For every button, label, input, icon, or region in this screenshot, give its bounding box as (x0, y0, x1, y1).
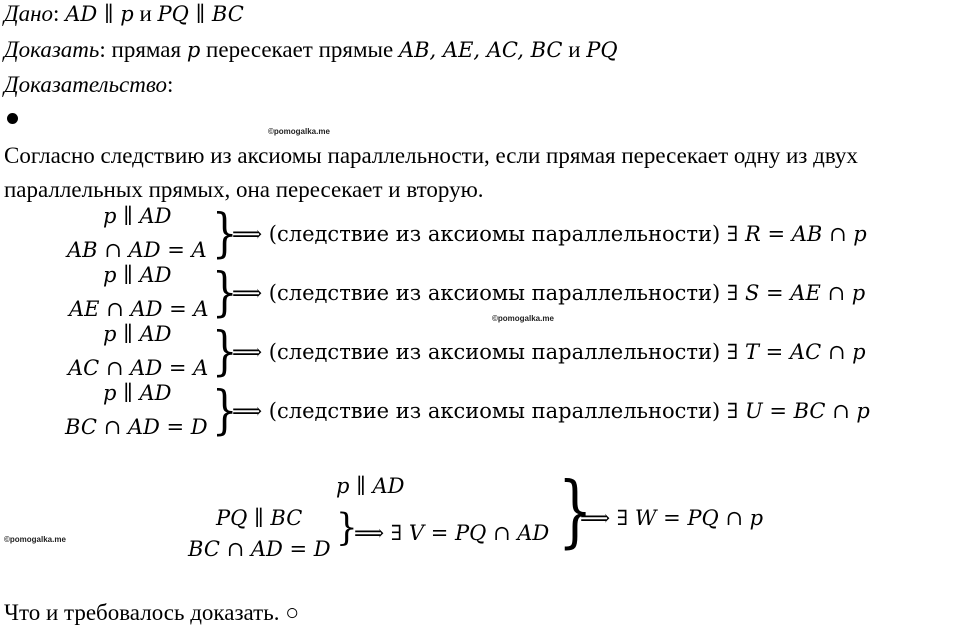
system-3-condition-1: p ∥ AD (103, 322, 172, 346)
final-outer-condition: p ∥ AD (336, 474, 405, 498)
watermark-1: ©pomogalka.me (268, 127, 330, 136)
system-2-condition-2: AE ∩ AD = A (69, 297, 209, 321)
system-3-result (232, 342, 866, 363)
right-brace-icon: } (336, 505, 358, 550)
final-inner-arrow: ⟹ ∃ (354, 521, 409, 545)
given-math-2: PQ ∥ BC (157, 2, 244, 26)
system-4-condition-1: p ∥ AD (103, 381, 172, 405)
final-outer-result-expr: W = PQ ∩ p (634, 506, 764, 530)
given-line (4, 2, 244, 25)
system-2-arrow: ⟹ (следствие из аксиомы параллельности) ∃ (232, 281, 745, 305)
right-brace-icon: } (212, 204, 238, 264)
final-outer-result (580, 508, 763, 529)
system-2-condition-1: p ∥ AD (103, 263, 172, 287)
system-4-arrow: ⟹ (следствие из аксиомы параллельности) ∃ (232, 399, 745, 423)
paragraph-line-1: Согласно следствию из аксиомы параллельности, если прямая пересекает одну из двух (4, 143, 858, 168)
prove-and: и (562, 37, 587, 62)
right-brace-icon: } (212, 381, 238, 441)
bullet-icon (7, 113, 18, 124)
system-1-condition-2: AB ∩ AD = A (67, 238, 207, 262)
system-2-result (232, 283, 865, 304)
system-1-arrow: ⟹ (следствие из аксиомы параллельности) ∃ (232, 222, 745, 246)
conclusion: Что и требовалось доказать. ○ (4, 600, 300, 625)
system-4-result-expr: U = BC ∩ p (744, 399, 870, 423)
system-3-arrow: ⟹ (следствие из аксиомы параллельности) ∃ (232, 340, 745, 364)
prove-label: Доказать (4, 37, 100, 62)
prove-lines: AB, AE, AC, BC (398, 38, 563, 62)
prove-text: : прямая (99, 37, 187, 62)
final-inner-result-expr: V = PQ ∩ AD (408, 521, 550, 545)
given-math-1: AD ∥ p (65, 2, 134, 26)
given-and: и (139, 1, 152, 26)
right-brace-icon: } (212, 322, 238, 382)
prove-pq: PQ (586, 38, 618, 62)
system-2-result-expr: S = AE ∩ p (744, 281, 866, 305)
final-inner-condition-1: PQ ∥ BC (216, 506, 303, 530)
watermark-3: ©pomogalka.me (4, 535, 66, 544)
final-inner-condition-2: BC ∩ AD = D (188, 537, 331, 561)
right-brace-icon: } (558, 464, 593, 557)
final-outer-arrow: ⟹ ∃ (580, 506, 635, 530)
system-1-condition-1: p ∥ AD (103, 204, 172, 228)
final-inner-result (354, 523, 549, 544)
paragraph-line-2: параллельных прямых, она пересекает и вторую. (4, 177, 484, 202)
proof-line (4, 73, 173, 96)
system-4-condition-2: BC ∩ AD = D (65, 415, 208, 439)
prove-text-2: пересекает прямые (200, 37, 399, 62)
system-1-result (232, 224, 867, 245)
system-3-result-expr: T = AC ∩ p (744, 340, 866, 364)
right-brace-icon: } (212, 263, 238, 323)
given-label: Дано (4, 1, 54, 26)
prove-p: p (186, 38, 201, 62)
prove-line (4, 38, 618, 61)
watermark-2: ©pomogalka.me (492, 314, 554, 323)
system-3-condition-2: AC ∩ AD = A (68, 356, 209, 380)
proof-label: Доказательство (4, 72, 168, 97)
system-1-result-expr: R = AB ∩ p (744, 222, 867, 246)
given-colon: : (53, 1, 60, 26)
system-4-result (232, 401, 870, 422)
proof-colon: : (167, 72, 174, 97)
